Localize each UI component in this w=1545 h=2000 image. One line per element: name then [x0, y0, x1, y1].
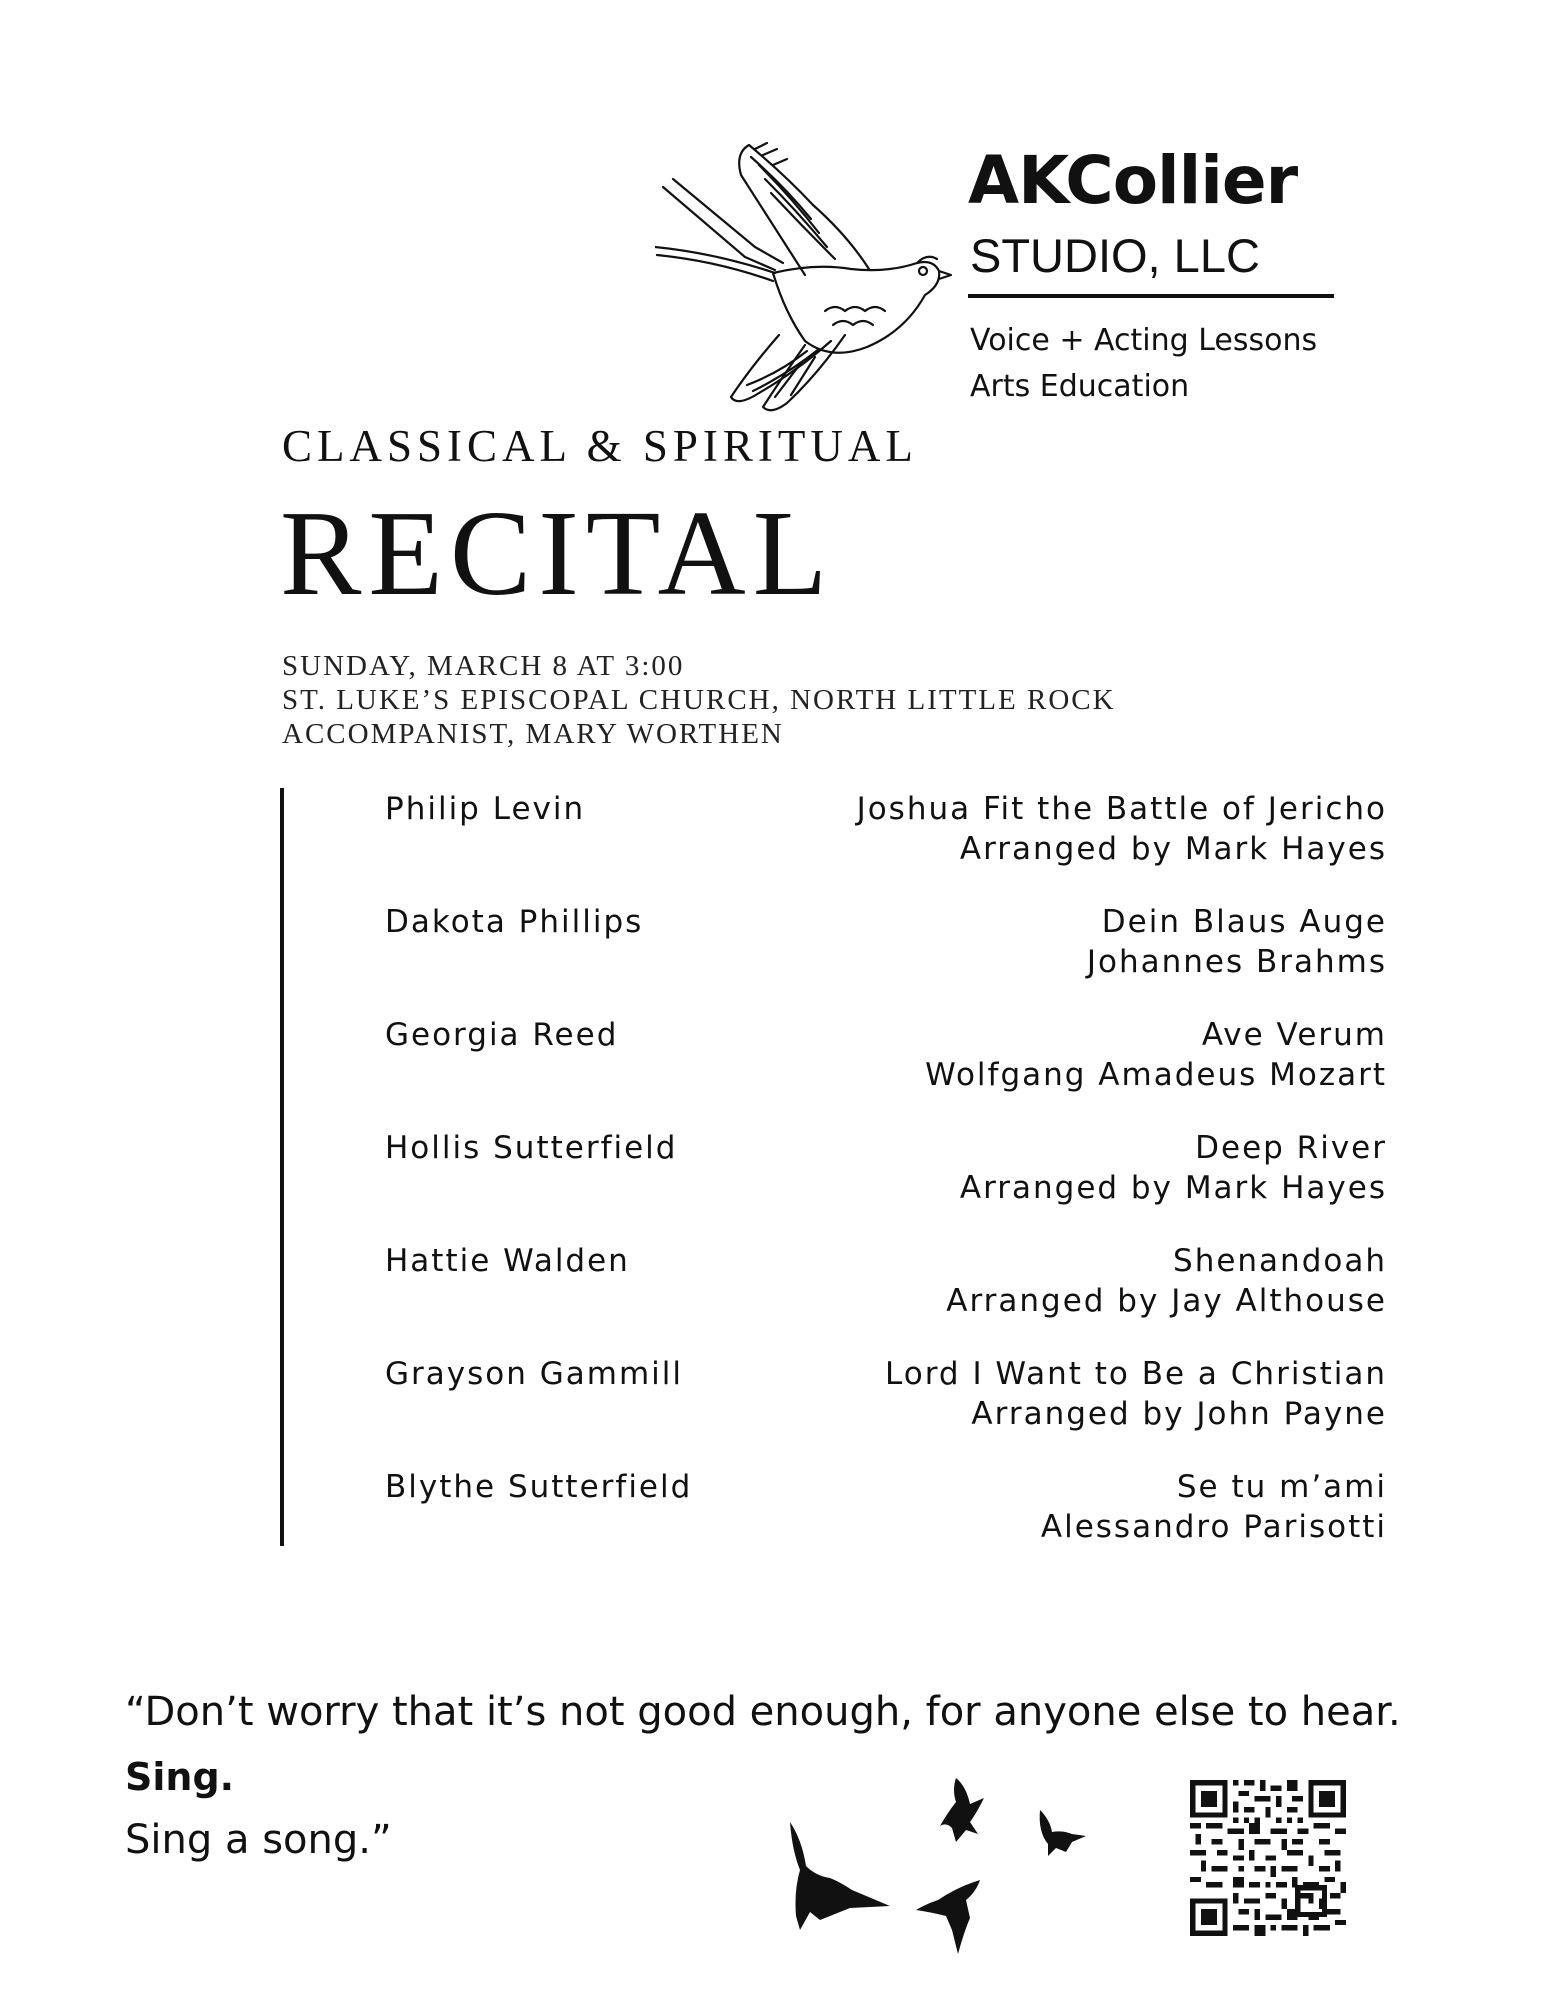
piece-title: Se tu m’ami: [1176, 1469, 1387, 1505]
piece-title: Lord I Want to Be a Christian: [885, 1356, 1387, 1392]
piece-title: Ave Verum: [1201, 1017, 1387, 1053]
event-accompanist: ACCOMPANIST, MARY WORTHEN: [282, 718, 784, 750]
performer-name: Dakota Phillips: [385, 904, 644, 940]
piece-title: Shenandoah: [1173, 1243, 1387, 1279]
performer-name: Hattie Walden: [385, 1243, 630, 1279]
piece-credit: Alessandro Parisotti: [1040, 1509, 1387, 1545]
piece-credit: Arranged by Mark Hayes: [959, 831, 1387, 867]
program-divider: [280, 788, 284, 1546]
event-title: RECITAL: [280, 486, 835, 621]
performer-name: Hollis Sutterfield: [385, 1130, 678, 1166]
event-kicker: CLASSICAL & SPIRITUAL: [282, 421, 918, 471]
piece-credit: Arranged by John Payne: [971, 1396, 1387, 1432]
piece-credit: Wolfgang Amadeus Mozart: [925, 1057, 1387, 1093]
event-date: SUNDAY, MARCH 8 AT 3:00: [282, 650, 685, 682]
brand-subtitle: STUDIO, LLC: [970, 229, 1260, 282]
brand-tagline-lessons: Voice + Acting Lessons: [970, 323, 1318, 358]
performer-name: Grayson Gammill: [385, 1356, 683, 1392]
brand-tagline-education: Arts Education: [970, 369, 1190, 404]
performer-name: Georgia Reed: [385, 1017, 619, 1053]
brand-name: AKCollier: [968, 142, 1298, 219]
piece-credit: Arranged by Jay Althouse: [946, 1283, 1387, 1319]
qr-code-icon: [1190, 1780, 1346, 1936]
brand-divider: [968, 294, 1334, 298]
quote-line: Sing a song.”: [125, 1817, 392, 1863]
quote-line: “Don’t worry that it’s not good enough, for anyone else to hear.: [125, 1689, 1401, 1735]
quote-emphasis: Sing.: [125, 1755, 235, 1799]
performer-name: Philip Levin: [385, 791, 586, 827]
piece-title: Deep River: [1195, 1130, 1387, 1166]
piece-credit: Johannes Brahms: [1086, 944, 1387, 980]
swallow-icon: [655, 135, 965, 415]
flying-birds-icon: [780, 1770, 1120, 1970]
performer-name: Blythe Sutterfield: [385, 1469, 693, 1505]
piece-credit: Arranged by Mark Hayes: [959, 1170, 1387, 1206]
piece-title: Joshua Fit the Battle of Jericho: [856, 791, 1387, 827]
event-venue: ST. LUKE’S EPISCOPAL CHURCH, NORTH LITTLE ROCK: [282, 684, 1116, 716]
piece-title: Dein Blaus Auge: [1101, 904, 1387, 940]
